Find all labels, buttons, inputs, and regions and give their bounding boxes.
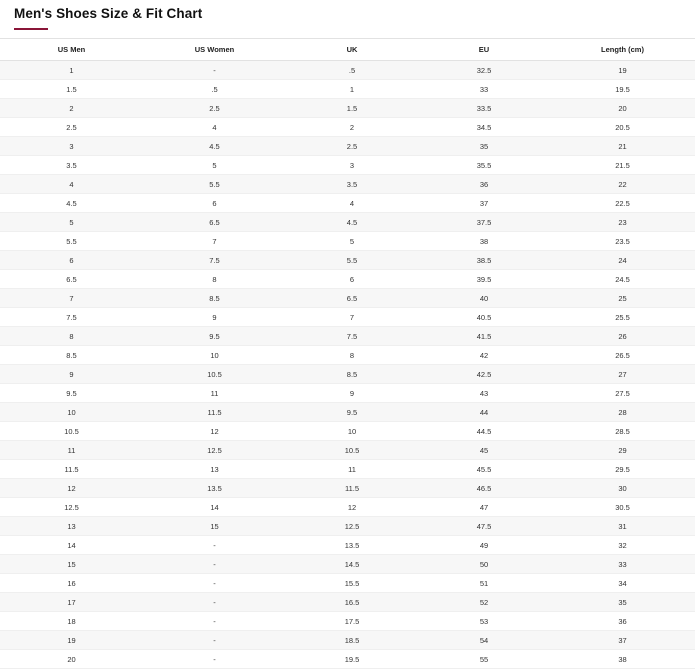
cell-us-men: 6.5 xyxy=(0,270,143,289)
cell-us-women: 4.5 xyxy=(143,137,286,156)
cell-us-women: - xyxy=(143,555,286,574)
table-row xyxy=(0,270,695,289)
cell-length-cm: 27 xyxy=(550,365,695,384)
cell-length-cm: 23.5 xyxy=(550,232,695,251)
cell-length-cm: 21 xyxy=(550,137,695,156)
cell-eu: 36 xyxy=(418,175,550,194)
table-row xyxy=(0,327,695,346)
cell-eu: 45.5 xyxy=(418,460,550,479)
cell-eu: 33.5 xyxy=(418,99,550,118)
cell-us-women: - xyxy=(143,536,286,555)
table-row xyxy=(0,308,695,327)
table-row xyxy=(0,498,695,517)
cell-us-men: 10.5 xyxy=(0,422,143,441)
cell-eu: 51 xyxy=(418,574,550,593)
cell-eu: 38.5 xyxy=(418,251,550,270)
cell-us-men: 19 xyxy=(0,631,143,650)
cell-us-men: 5 xyxy=(0,213,143,232)
table-row xyxy=(0,346,695,365)
cell-length-cm: 30 xyxy=(550,479,695,498)
size-fit-table xyxy=(0,38,695,669)
table-header xyxy=(0,39,695,61)
column-header-eu: EU xyxy=(418,39,550,61)
cell-uk: 9 xyxy=(286,384,418,403)
cell-uk: 5 xyxy=(286,232,418,251)
cell-length-cm: 28.5 xyxy=(550,422,695,441)
table-row xyxy=(0,555,695,574)
cell-uk: 8.5 xyxy=(286,365,418,384)
cell-us-men: 9.5 xyxy=(0,384,143,403)
table-row xyxy=(0,80,695,99)
cell-eu: 42 xyxy=(418,346,550,365)
cell-eu: 38 xyxy=(418,232,550,251)
cell-length-cm: 36 xyxy=(550,612,695,631)
cell-uk: 12 xyxy=(286,498,418,517)
table-body xyxy=(0,61,695,669)
cell-length-cm: 34 xyxy=(550,574,695,593)
cell-us-men: 10 xyxy=(0,403,143,422)
cell-us-women: 8.5 xyxy=(143,289,286,308)
cell-eu: 43 xyxy=(418,384,550,403)
cell-uk: 9.5 xyxy=(286,403,418,422)
cell-eu: 50 xyxy=(418,555,550,574)
cell-length-cm: 37 xyxy=(550,631,695,650)
cell-length-cm: 38 xyxy=(550,650,695,669)
title-underline-rule xyxy=(14,28,48,30)
cell-us-women: 6 xyxy=(143,194,286,213)
table-row xyxy=(0,612,695,631)
cell-eu: 37.5 xyxy=(418,213,550,232)
table-row xyxy=(0,517,695,536)
cell-us-women: 11.5 xyxy=(143,403,286,422)
cell-length-cm: 22.5 xyxy=(550,194,695,213)
cell-us-men: 1 xyxy=(0,61,143,80)
cell-us-women: - xyxy=(143,593,286,612)
cell-us-women: 10.5 xyxy=(143,365,286,384)
cell-us-women: 9 xyxy=(143,308,286,327)
title-section xyxy=(0,0,695,30)
cell-us-men: 14 xyxy=(0,536,143,555)
table-row xyxy=(0,175,695,194)
cell-eu: 44 xyxy=(418,403,550,422)
cell-eu: 52 xyxy=(418,593,550,612)
cell-us-women: 12 xyxy=(143,422,286,441)
table-row xyxy=(0,194,695,213)
table-row xyxy=(0,460,695,479)
cell-eu: 45 xyxy=(418,441,550,460)
cell-us-women: 4 xyxy=(143,118,286,137)
cell-us-men: 6 xyxy=(0,251,143,270)
cell-uk: 2.5 xyxy=(286,137,418,156)
table-row xyxy=(0,61,695,80)
cell-us-women: 7 xyxy=(143,232,286,251)
cell-us-men: 17 xyxy=(0,593,143,612)
cell-eu: 32.5 xyxy=(418,61,550,80)
page-title: Men's Shoes Size & Fit Chart xyxy=(14,6,203,21)
cell-us-women: 7.5 xyxy=(143,251,286,270)
cell-eu: 40 xyxy=(418,289,550,308)
cell-length-cm: 27.5 xyxy=(550,384,695,403)
column-header-us-women: US Women xyxy=(143,39,286,61)
cell-length-cm: 33 xyxy=(550,555,695,574)
cell-us-men: 7.5 xyxy=(0,308,143,327)
cell-uk: .5 xyxy=(286,61,418,80)
cell-uk: 4 xyxy=(286,194,418,213)
cell-length-cm: 31 xyxy=(550,517,695,536)
table-row xyxy=(0,441,695,460)
cell-us-women: 13.5 xyxy=(143,479,286,498)
cell-length-cm: 20.5 xyxy=(550,118,695,137)
table-row xyxy=(0,650,695,669)
cell-us-men: 11 xyxy=(0,441,143,460)
cell-eu: 37 xyxy=(418,194,550,213)
cell-eu: 47 xyxy=(418,498,550,517)
cell-length-cm: 25.5 xyxy=(550,308,695,327)
cell-uk: 17.5 xyxy=(286,612,418,631)
table-row xyxy=(0,232,695,251)
cell-us-men: 2 xyxy=(0,99,143,118)
cell-us-women: 12.5 xyxy=(143,441,286,460)
table-row xyxy=(0,574,695,593)
cell-uk: 10 xyxy=(286,422,418,441)
cell-uk: 19.5 xyxy=(286,650,418,669)
cell-eu: 47.5 xyxy=(418,517,550,536)
cell-us-men: 15 xyxy=(0,555,143,574)
table-row xyxy=(0,118,695,137)
cell-uk: 3.5 xyxy=(286,175,418,194)
cell-us-men: 1.5 xyxy=(0,80,143,99)
cell-length-cm: 22 xyxy=(550,175,695,194)
cell-uk: 10.5 xyxy=(286,441,418,460)
cell-eu: 42.5 xyxy=(418,365,550,384)
cell-uk: 1 xyxy=(286,80,418,99)
cell-length-cm: 29 xyxy=(550,441,695,460)
cell-eu: 49 xyxy=(418,536,550,555)
table-header-row xyxy=(0,39,695,61)
cell-uk: 15.5 xyxy=(286,574,418,593)
cell-us-men: 5.5 xyxy=(0,232,143,251)
cell-uk: 11.5 xyxy=(286,479,418,498)
cell-us-women: 6.5 xyxy=(143,213,286,232)
cell-uk: 18.5 xyxy=(286,631,418,650)
cell-us-women: - xyxy=(143,612,286,631)
table-row xyxy=(0,289,695,308)
cell-uk: 8 xyxy=(286,346,418,365)
cell-us-women: 14 xyxy=(143,498,286,517)
cell-us-men: 8.5 xyxy=(0,346,143,365)
cell-uk: 14.5 xyxy=(286,555,418,574)
cell-eu: 35 xyxy=(418,137,550,156)
table-row xyxy=(0,156,695,175)
cell-uk: 3 xyxy=(286,156,418,175)
cell-uk: 12.5 xyxy=(286,517,418,536)
cell-us-women: 5.5 xyxy=(143,175,286,194)
cell-us-men: 4 xyxy=(0,175,143,194)
cell-us-women: - xyxy=(143,574,286,593)
cell-us-men: 9 xyxy=(0,365,143,384)
cell-eu: 53 xyxy=(418,612,550,631)
cell-us-men: 3.5 xyxy=(0,156,143,175)
cell-us-women: 15 xyxy=(143,517,286,536)
cell-us-women: 2.5 xyxy=(143,99,286,118)
cell-us-men: 20 xyxy=(0,650,143,669)
cell-length-cm: 35 xyxy=(550,593,695,612)
table-row xyxy=(0,422,695,441)
cell-length-cm: 24 xyxy=(550,251,695,270)
cell-length-cm: 21.5 xyxy=(550,156,695,175)
column-header-uk: UK xyxy=(286,39,418,61)
cell-length-cm: 26 xyxy=(550,327,695,346)
cell-length-cm: 25 xyxy=(550,289,695,308)
cell-length-cm: 32 xyxy=(550,536,695,555)
cell-us-men: 12 xyxy=(0,479,143,498)
cell-us-men: 4.5 xyxy=(0,194,143,213)
cell-uk: 6 xyxy=(286,270,418,289)
table-row xyxy=(0,593,695,612)
cell-us-women: 5 xyxy=(143,156,286,175)
cell-us-men: 8 xyxy=(0,327,143,346)
cell-us-women: 13 xyxy=(143,460,286,479)
cell-us-men: 18 xyxy=(0,612,143,631)
table-row xyxy=(0,99,695,118)
cell-us-men: 12.5 xyxy=(0,498,143,517)
cell-us-men: 7 xyxy=(0,289,143,308)
cell-length-cm: 23 xyxy=(550,213,695,232)
column-header-us-men: US Men xyxy=(0,39,143,61)
cell-uk: 7.5 xyxy=(286,327,418,346)
cell-uk: 13.5 xyxy=(286,536,418,555)
cell-eu: 40.5 xyxy=(418,308,550,327)
cell-length-cm: 29.5 xyxy=(550,460,695,479)
table-row xyxy=(0,479,695,498)
cell-eu: 54 xyxy=(418,631,550,650)
cell-us-women: - xyxy=(143,631,286,650)
table-row xyxy=(0,251,695,270)
cell-length-cm: 19 xyxy=(550,61,695,80)
cell-length-cm: 19.5 xyxy=(550,80,695,99)
cell-us-women: 11 xyxy=(143,384,286,403)
table-row xyxy=(0,137,695,156)
cell-uk: 4.5 xyxy=(286,213,418,232)
cell-eu: 39.5 xyxy=(418,270,550,289)
cell-eu: 34.5 xyxy=(418,118,550,137)
cell-us-men: 13 xyxy=(0,517,143,536)
cell-eu: 46.5 xyxy=(418,479,550,498)
cell-eu: 35.5 xyxy=(418,156,550,175)
cell-eu: 41.5 xyxy=(418,327,550,346)
cell-us-women: 9.5 xyxy=(143,327,286,346)
cell-us-men: 16 xyxy=(0,574,143,593)
cell-length-cm: 26.5 xyxy=(550,346,695,365)
cell-uk: 5.5 xyxy=(286,251,418,270)
cell-length-cm: 30.5 xyxy=(550,498,695,517)
cell-uk: 16.5 xyxy=(286,593,418,612)
table-row xyxy=(0,631,695,650)
cell-us-women: 10 xyxy=(143,346,286,365)
table-row xyxy=(0,213,695,232)
cell-length-cm: 24.5 xyxy=(550,270,695,289)
column-header-length-cm: Length (cm) xyxy=(550,39,695,61)
table-row xyxy=(0,536,695,555)
cell-us-women: - xyxy=(143,650,286,669)
cell-length-cm: 20 xyxy=(550,99,695,118)
cell-us-women: - xyxy=(143,61,286,80)
table-row xyxy=(0,384,695,403)
cell-us-men: 3 xyxy=(0,137,143,156)
cell-eu: 55 xyxy=(418,650,550,669)
table-row xyxy=(0,365,695,384)
cell-eu: 44.5 xyxy=(418,422,550,441)
cell-uk: 6.5 xyxy=(286,289,418,308)
cell-uk: 2 xyxy=(286,118,418,137)
cell-length-cm: 28 xyxy=(550,403,695,422)
table-row xyxy=(0,403,695,422)
cell-us-women: .5 xyxy=(143,80,286,99)
cell-uk: 11 xyxy=(286,460,418,479)
cell-us-men: 11.5 xyxy=(0,460,143,479)
cell-uk: 1.5 xyxy=(286,99,418,118)
cell-us-women: 8 xyxy=(143,270,286,289)
cell-us-men: 2.5 xyxy=(0,118,143,137)
cell-uk: 7 xyxy=(286,308,418,327)
cell-eu: 33 xyxy=(418,80,550,99)
